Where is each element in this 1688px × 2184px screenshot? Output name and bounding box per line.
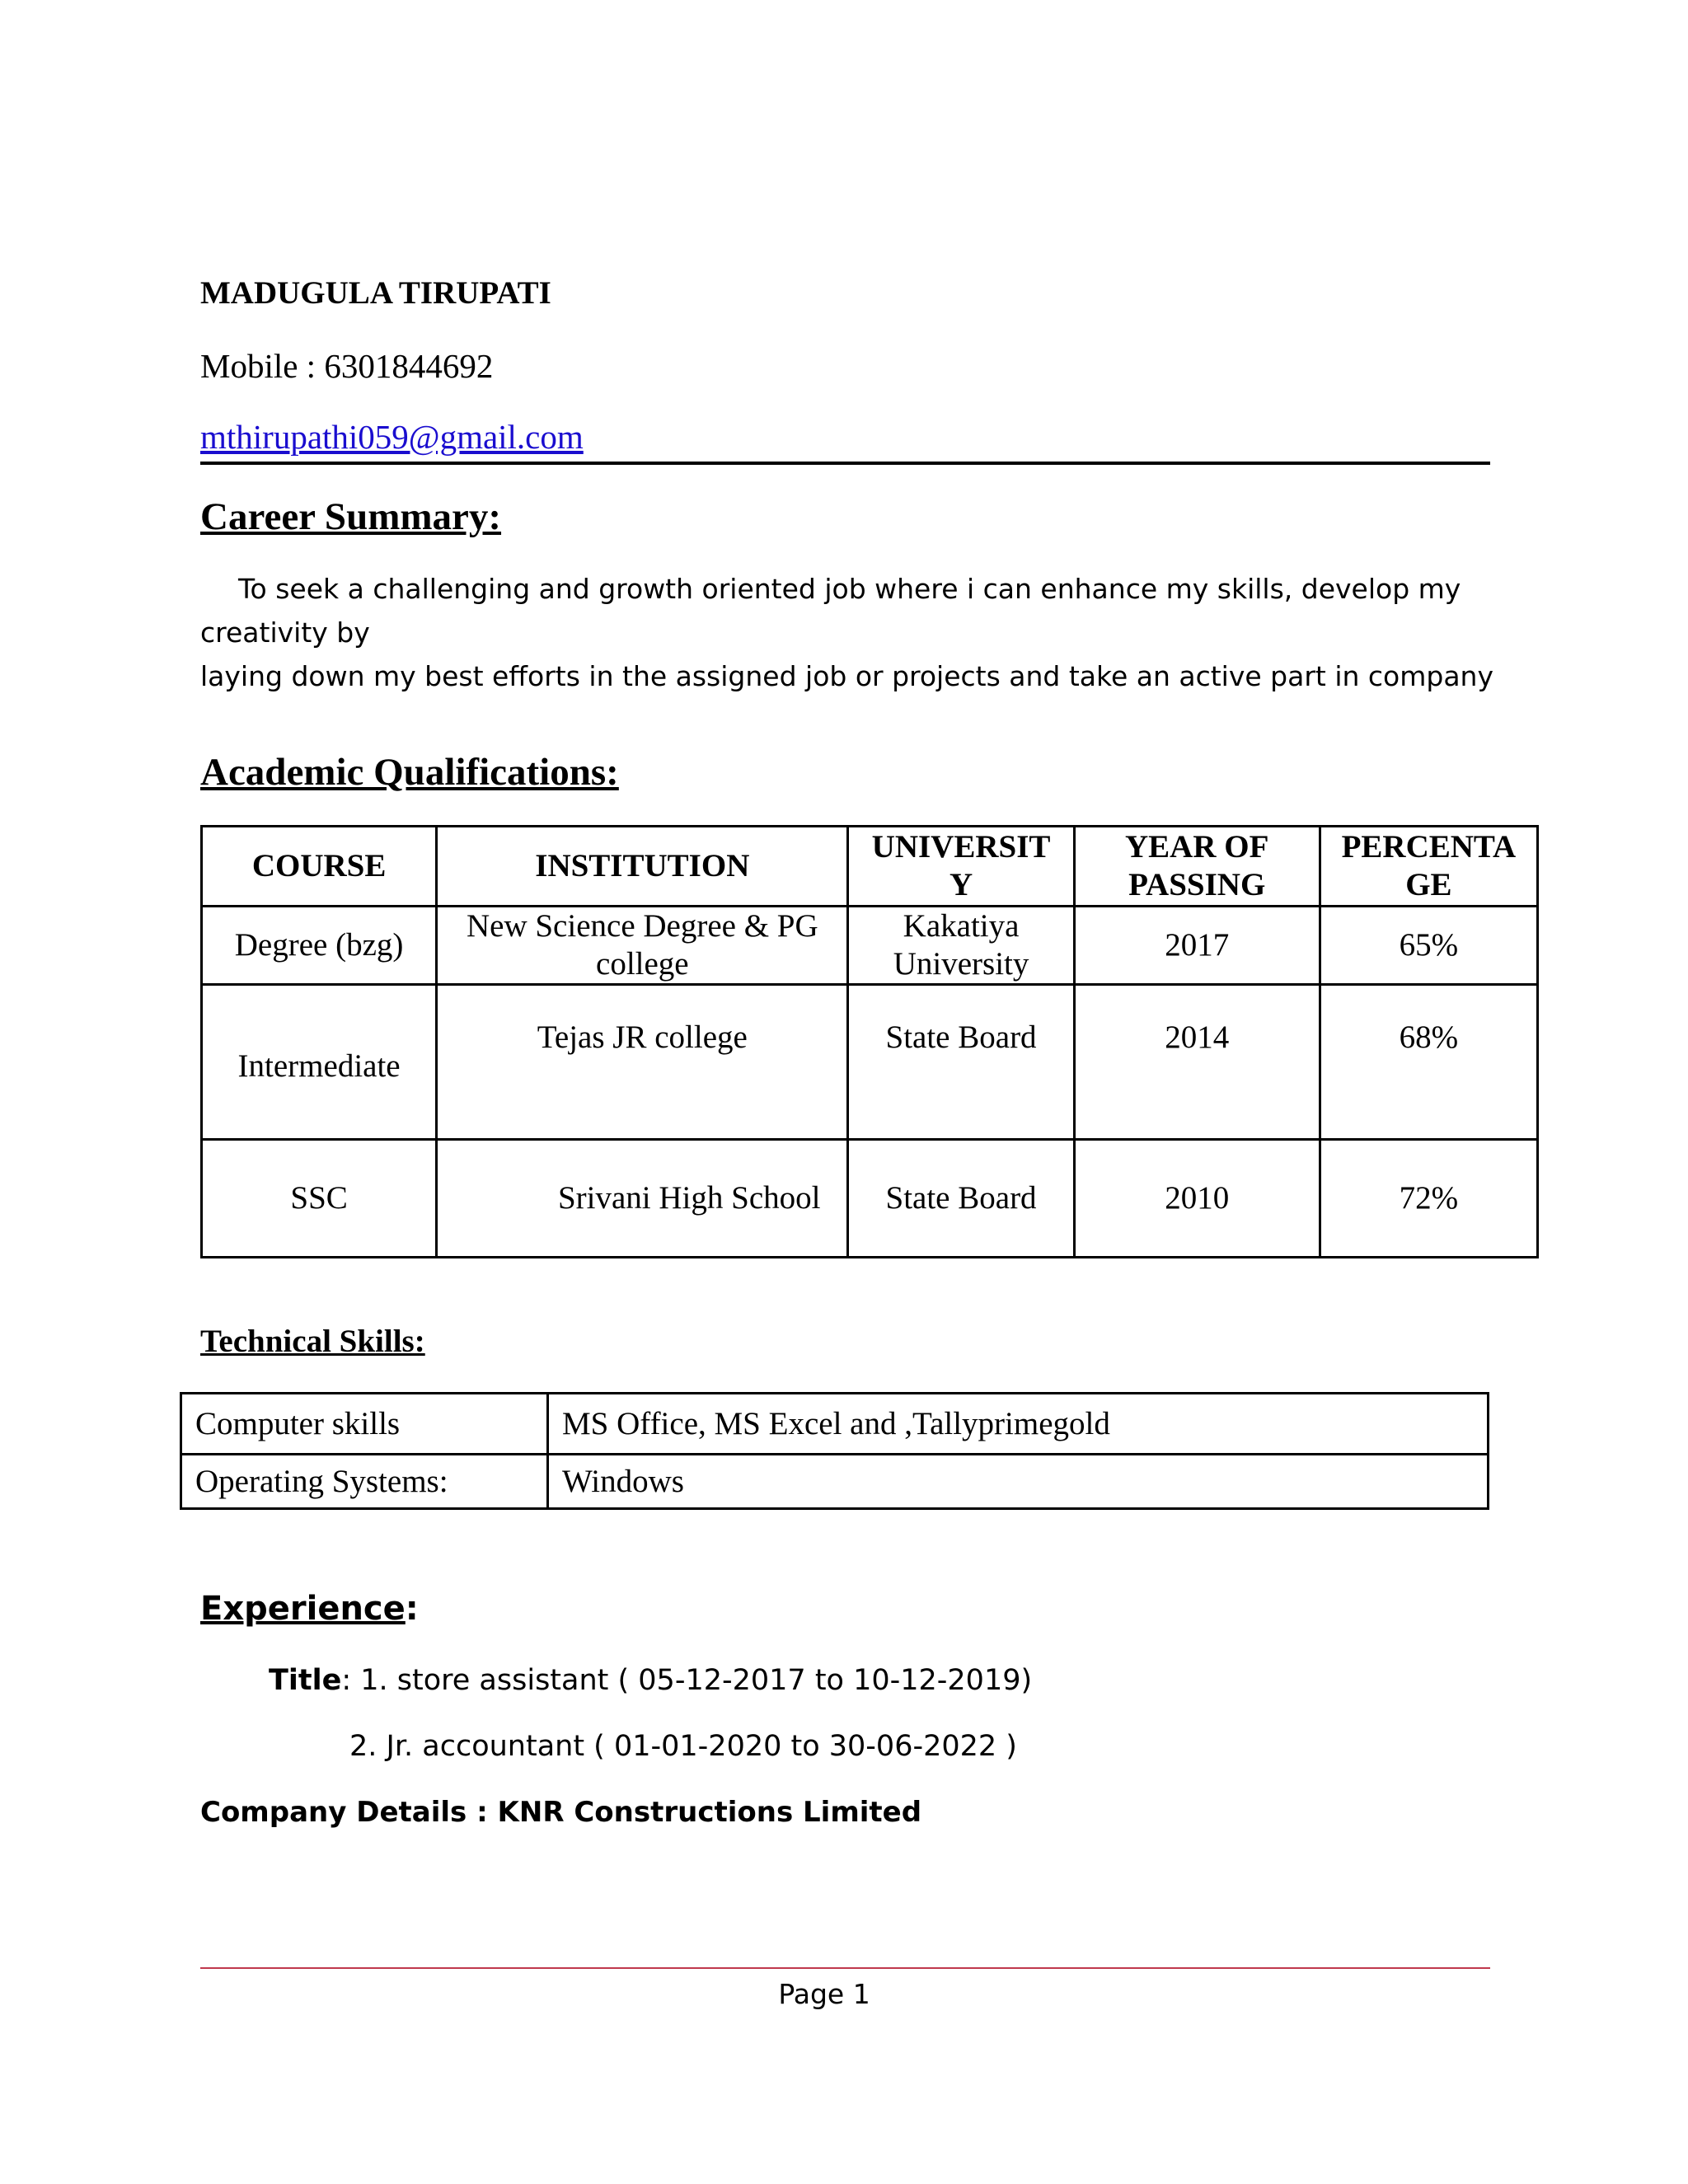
skill-label: Operating Systems: [181,1455,548,1509]
table-row [202,985,1538,1140]
cell-percentage: 72% [1320,1140,1537,1258]
cell-year: 2017 [1074,907,1320,985]
page-number: Page 1 [778,1978,870,2010]
cell-percentage: 68% [1320,985,1537,1140]
cell-course: SSC [202,1140,437,1258]
technical-skills-table [180,1392,1489,1510]
cell-year: 2010 [1074,1140,1320,1258]
academic-table [200,825,1539,1258]
cell-university: State Board [848,985,1074,1140]
title-label: Title [269,1664,342,1697]
skill-value: Windows [548,1455,1489,1509]
cell-year: 2014 [1074,985,1320,1140]
mobile-number: Mobile : 6301844692 [200,347,494,385]
skill-value: MS Office, MS Excel and ,Tallyprimegold [548,1394,1489,1455]
experience-item-2: 2. Jr. accountant ( 01-01-2020 to 30-06-2022 ) [349,1730,1017,1763]
email-link[interactable]: mthirupathi059@gmail.com [200,418,584,456]
academic-table-header [202,827,1538,907]
experience-item-1-text: : 1. store assistant ( 05-12-2017 to 10-12-2019) [341,1664,1033,1697]
cell-university: State Board [848,1140,1074,1258]
experience-heading-text: Experience [200,1590,406,1628]
footer-divider [200,1967,1490,1969]
table-row [202,1140,1538,1258]
cell-percentage: 65% [1320,907,1537,985]
table-row [181,1455,1489,1509]
table-row [181,1394,1489,1455]
experience-heading [200,1586,419,1631]
col-percentage: PERCENTA GE [1320,827,1537,907]
cell-institution: Tejas JR college [437,985,848,1140]
experience-item-1 [269,1660,1032,1701]
career-summary-line-2: laying down my best efforts in the assigned job or projects and take an active part in company [200,660,1493,692]
cell-institution: Srivani High School [437,1140,848,1258]
col-course: COURSE [202,827,437,907]
academic-heading: Academic Qualifications: [200,751,619,794]
career-summary-heading: Career Summary: [200,495,502,538]
table-row [202,907,1538,985]
career-summary-text [200,567,1503,698]
career-summary-line-1: To seek a challenging and growth oriented job where i can enhance my skills, develop my creativity by [200,573,1461,649]
cell-course: Degree (bzg) [202,907,437,985]
col-institution: INSTITUTION [437,827,848,907]
col-university: UNIVERSIT Y [848,827,1074,907]
company-details: Company Details : KNR Constructions Limited [200,1796,922,1829]
cell-university: Kakatiya University [848,907,1074,985]
experience-heading-colon: : [405,1590,419,1628]
cell-institution: New Science Degree & PG college [437,907,848,985]
technical-skills-heading: Technical Skills: [200,1324,425,1359]
col-year: YEAR OF PASSING [1074,827,1320,907]
candidate-name: MADUGULA TIRUPATI [200,275,551,311]
cell-course: Intermediate [202,985,437,1140]
skill-label: Computer skills [181,1394,548,1455]
header-divider [200,462,1490,465]
